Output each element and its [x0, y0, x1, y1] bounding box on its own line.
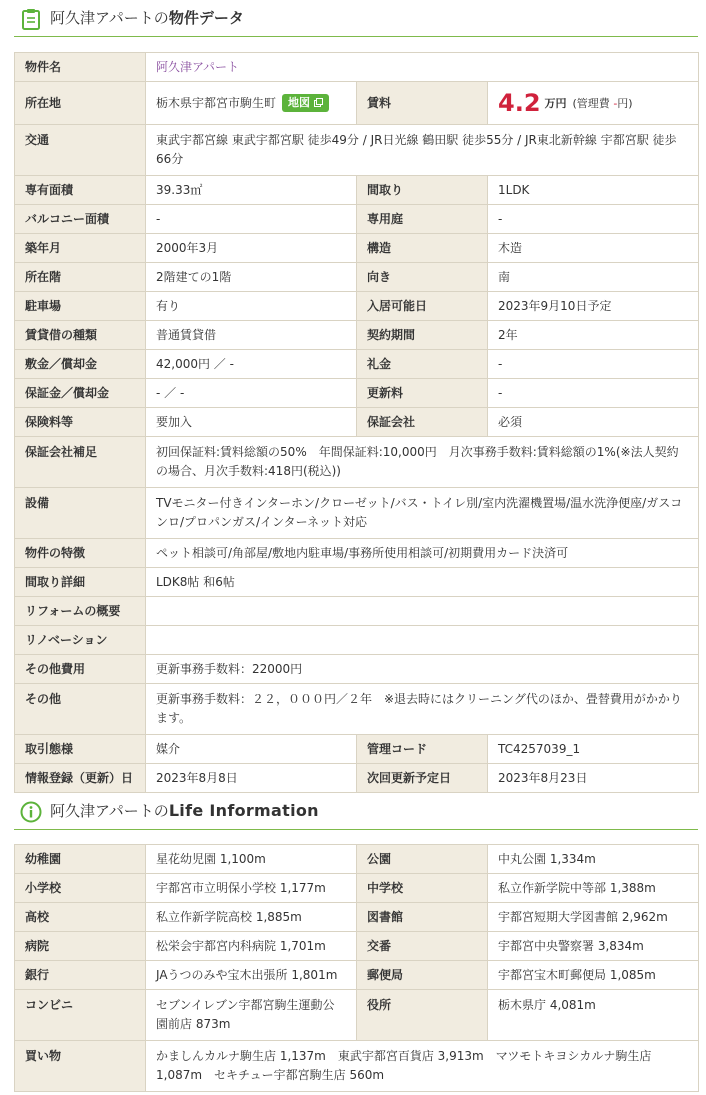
renovation-label: リノベーション: [15, 626, 146, 655]
renewal-value: -: [488, 379, 699, 408]
bank-value: JAうつのみや宝木出張所 1,801m: [146, 961, 357, 990]
code-value: TC4257039_1: [488, 735, 699, 764]
equipment-label: 設備: [15, 488, 146, 539]
renewal-label: 更新料: [357, 379, 488, 408]
built-value: 2000年3月: [146, 234, 357, 263]
floor-label: 所在階: [15, 263, 146, 292]
office-label: 役所: [357, 990, 488, 1041]
features-label: 物件の特徴: [15, 539, 146, 568]
hospital-label: 病院: [15, 932, 146, 961]
other-value: 更新事務手数料：２２，０００円／２年 ※退去時にはクリーニング代のほか、畳替費用がかかります。: [146, 684, 699, 735]
access-label: 交通: [15, 125, 146, 176]
convenience-label: コンビニ: [15, 990, 146, 1041]
management-fee: (管理費 -円): [572, 96, 633, 110]
property-section-title: 阿久津アパートの物件データ: [50, 9, 244, 27]
deal-value: 媒介: [146, 735, 357, 764]
keymoney-value: -: [488, 350, 699, 379]
next-update-value: 2023年8月23日: [488, 764, 699, 793]
elementary-label: 小学校: [15, 874, 146, 903]
guarantor-label: 保証会社: [357, 408, 488, 437]
library-value: 宇都宮短期大学図書館 2,962m: [488, 903, 699, 932]
name-label: 物件名: [15, 53, 146, 82]
floor-value: 2階建ての1階: [146, 263, 357, 292]
other-fee-value: 更新事務手数料：22000円: [146, 655, 699, 684]
term-value: 2年: [488, 321, 699, 350]
shopping-value: かましんカルナ駒生店 1,137m 東武宇都宮百貨店 3,913m マツモトキヨシカルナ駒生店 1,087m セキチュー宇都宮駒生店 560m: [146, 1041, 699, 1092]
junior-value: 私立作新学院中等部 1,388m: [488, 874, 699, 903]
park-value: 中丸公園 1,334m: [488, 845, 699, 874]
hospital-value: 松栄会宇都宮内科病院 1,701m: [146, 932, 357, 961]
layout-value: 1LDK: [488, 176, 699, 205]
clipboard-icon: [20, 8, 42, 30]
guarantor-value: 必須: [488, 408, 699, 437]
other-label: その他: [15, 684, 146, 735]
address-cell: [146, 82, 357, 125]
renovation-value: [146, 626, 699, 655]
registered-label: 情報登録（更新）日: [15, 764, 146, 793]
rent-cell: [488, 82, 699, 125]
lease-type-label: 賃貸借の種類: [15, 321, 146, 350]
guarantee-value: - ／ -: [146, 379, 357, 408]
elementary-value: 宇都宮市立明保小学校 1,177m: [146, 874, 357, 903]
direction-label: 向き: [357, 263, 488, 292]
police-value: 宇都宮中央警察署 3,834m: [488, 932, 699, 961]
kindergarten-value: 星花幼児園 1,100m: [146, 845, 357, 874]
insurance-value: 要加入: [146, 408, 357, 437]
area-value: 39.33㎡: [146, 176, 357, 205]
library-label: 図書館: [357, 903, 488, 932]
built-label: 築年月: [15, 234, 146, 263]
reform-value: [146, 597, 699, 626]
bank-label: 銀行: [15, 961, 146, 990]
balcony-label: バルコニー面積: [15, 205, 146, 234]
kindergarten-label: 幼稚園: [15, 845, 146, 874]
garden-label: 専用庭: [357, 205, 488, 234]
balcony-value: -: [146, 205, 357, 234]
other-fee-label: その他費用: [15, 655, 146, 684]
map-button[interactable]: 地図: [282, 94, 329, 112]
property-table: [14, 52, 699, 793]
area-label: 専有面積: [15, 176, 146, 205]
park-label: 公園: [357, 845, 488, 874]
deposit-label: 敷金／償却金: [15, 350, 146, 379]
info-icon: [20, 801, 42, 823]
layout-detail-value: LDK8帖 和6帖: [146, 568, 699, 597]
external-link-icon: [314, 98, 323, 107]
structure-label: 構造: [357, 234, 488, 263]
guarantor-note-label: 保証会社補足: [15, 437, 146, 488]
junior-label: 中学校: [357, 874, 488, 903]
keymoney-label: 礼金: [357, 350, 488, 379]
rent-unit: 万円: [544, 96, 567, 110]
address-value: 栃木県宇都宮市駒生町: [156, 95, 277, 110]
deal-label: 取引態様: [15, 735, 146, 764]
insurance-label: 保険料等: [15, 408, 146, 437]
garden-value: -: [488, 205, 699, 234]
term-label: 契約期間: [357, 321, 488, 350]
direction-value: 南: [488, 263, 699, 292]
rent-amount: 4.2: [498, 88, 541, 117]
convenience-value: セブンイレブン宇都宮駒生運動公園前店 873m: [146, 990, 357, 1041]
guarantor-note-value: 初回保証料:賃料総額の50% 年間保証料:10,000円 月次事務手数料:賃料総額の1%(※法人契約の場合、月次手数料:418円(税込)): [146, 437, 699, 488]
movein-value: 2023年9月10日予定: [488, 292, 699, 321]
guarantee-label: 保証金／償却金: [15, 379, 146, 408]
office-value: 栃木県庁 4,081m: [488, 990, 699, 1041]
registered-value: 2023年8月8日: [146, 764, 357, 793]
high-label: 高校: [15, 903, 146, 932]
high-value: 私立作新学院高校 1,885m: [146, 903, 357, 932]
layout-detail-label: 間取り詳細: [15, 568, 146, 597]
life-section-header: [14, 795, 698, 830]
features-value: ペット相談可/角部屋/敷地内駐車場/事務所使用相談可/初期費用カード決済可: [146, 539, 699, 568]
life-table: [14, 844, 699, 1092]
rent-label: 賃料: [357, 82, 488, 125]
property-name: 阿久津アパート: [156, 59, 240, 74]
movein-label: 入居可能日: [357, 292, 488, 321]
address-label: 所在地: [15, 82, 146, 125]
access-value: 東武宇都宮線 東武宇都宮駅 徒歩49分 / JR日光線 鶴田駅 徒歩55分 / JR東北新幹線 宇都宮駅 徒歩66分: [146, 125, 699, 176]
post-label: 郵便局: [357, 961, 488, 990]
police-label: 交番: [357, 932, 488, 961]
structure-value: 木造: [488, 234, 699, 263]
shopping-label: 買い物: [15, 1041, 146, 1092]
parking-label: 駐車場: [15, 292, 146, 321]
layout-label: 間取り: [357, 176, 488, 205]
deposit-value: 42,000円 ／ -: [146, 350, 357, 379]
property-section-header: [14, 2, 698, 37]
name-value: [146, 53, 699, 82]
code-label: 管理コード: [357, 735, 488, 764]
post-value: 宇都宮宝木町郵便局 1,085m: [488, 961, 699, 990]
lease-type-value: 普通賃貸借: [146, 321, 357, 350]
equipment-value: TVモニター付きインターホン/クローゼット/バス・トイレ別/室内洗濯機置場/温水洗浄便座/ガスコンロ/プロパンガス/インターネット対応: [146, 488, 699, 539]
reform-label: リフォームの概要: [15, 597, 146, 626]
parking-value: 有り: [146, 292, 357, 321]
life-section-title: 阿久津アパートのLife Information: [50, 801, 319, 820]
next-update-label: 次回更新予定日: [357, 764, 488, 793]
